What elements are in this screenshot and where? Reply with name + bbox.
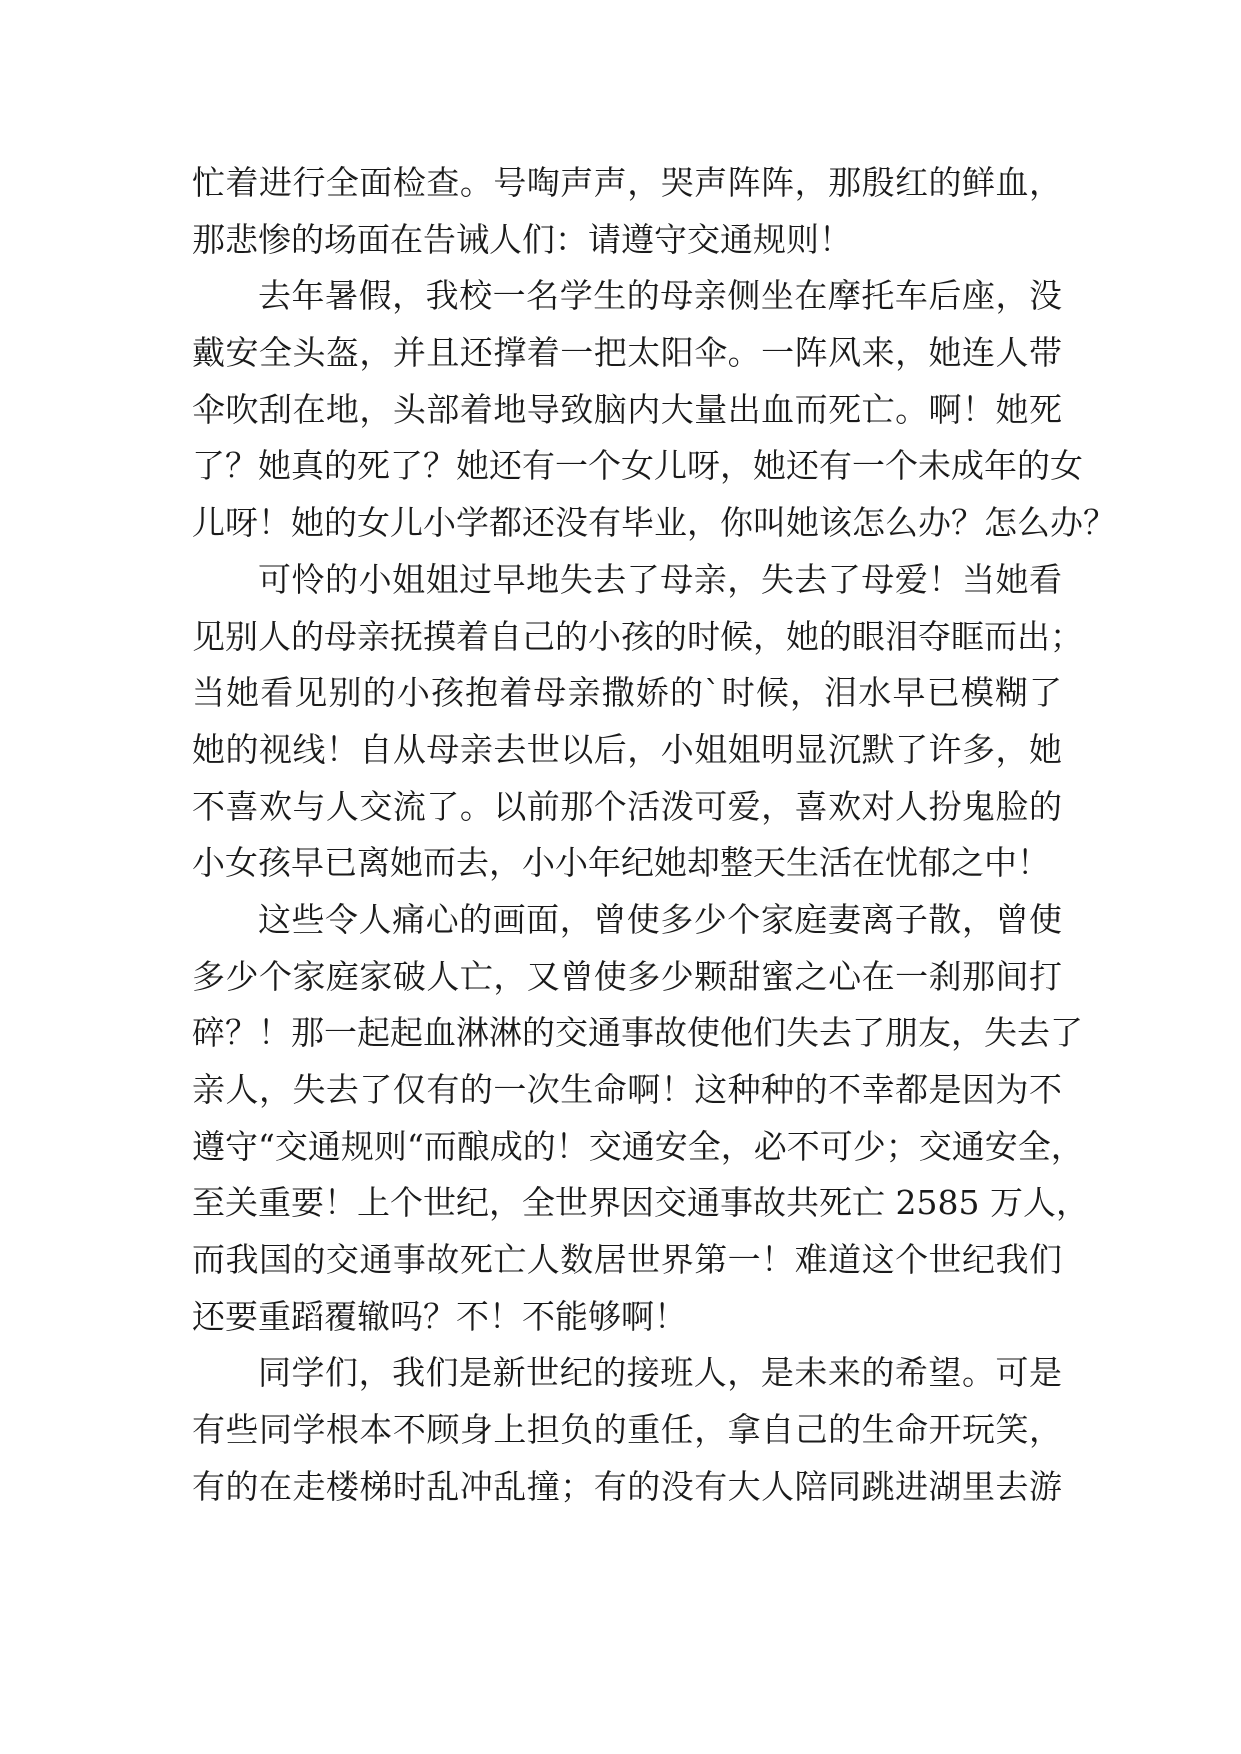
text-line: 伞吹刮在地，头部着地导致脑内大量出血而死亡。啊！她死 <box>192 389 1062 429</box>
text-line: 至关重要！上个世纪，全世界因交通事故共死亡 2585 万人， <box>192 1183 1089 1223</box>
text-line: 有些同学根本不顾身上担负的重任，拿自己的生命开玩笑， <box>192 1410 1062 1450</box>
text-line: 了？她真的死了？她还有一个女儿呀，她还有一个未成年的女 <box>192 446 1083 486</box>
text-line: 当她看见别的小孩抱着母亲撒娇的`时候，泪水早已模糊了 <box>192 673 1062 713</box>
text-line: 她的视线！自从母亲去世以后，小姐姐明显沉默了许多，她 <box>192 729 1062 769</box>
text-line: 小女孩早已离她而去，小小年纪她却整天生活在忧郁之中！ <box>192 843 1050 883</box>
text-line: 亲人，失去了仅有的一次生命啊！这种种的不幸都是因为不 <box>192 1070 1062 1109</box>
text-line: 忙着进行全面检查。号啕声声，哭声阵阵，那殷红的鲜血， <box>192 163 1062 202</box>
text-line: 戴安全头盔，并且还撑着一把太阳伞。一阵风来，她连人带 <box>192 333 1062 373</box>
text-line: 有的在走楼梯时乱冲乱撞；有的没有大人陪同跳进湖里去游 <box>192 1466 1062 1506</box>
text-line: 见别人的母亲抚摸着自己的小孩的时候，她的眼泪夺眶而出； <box>192 616 1083 656</box>
document-body <box>192 155 1116 1516</box>
text-line: 遵守“交通规则“而酿成的！交通安全，必不可少；交通安全， <box>192 1126 1084 1166</box>
paragraph-first-line: 同学们，我们是新世纪的接班人，是未来的希望。可是 <box>258 1353 1062 1393</box>
text-line: 还要重蹈覆辙吗？不！不能够啊！ <box>192 1296 687 1336</box>
text-line: 儿呀！她的女儿小学都还没有毕业，你叫她该怎么办？怎么办？ <box>192 503 1116 543</box>
text-line: 不喜欢与人交流了。以前那个活泼可爱，喜欢对人扮鬼脸的 <box>192 786 1062 826</box>
text-line: 碎？！那一起起血淋淋的交通事故使他们失去了朋友，失去了 <box>192 1013 1083 1053</box>
paragraph-first-line: 可怜的小姐姐过早地失去了母亲，失去了母爱！当她看 <box>258 559 1062 599</box>
paragraph-first-line: 这些令人痛心的画面，曾使多少个家庭妻离子散，曾使 <box>258 899 1062 939</box>
paragraph-first-line: 去年暑假，我校一名学生的母亲侧坐在摩托车后座，没 <box>258 276 1062 316</box>
text-line: 那悲惨的场面在告诫人们：请遵守交通规则！ <box>192 219 852 259</box>
text-line: 多少个家庭家破人亡，又曾使多少颗甜蜜之心在一刹那间打 <box>192 956 1062 996</box>
text-line: 而我国的交通事故死亡人数居世界第一！难道这个世纪我们 <box>192 1240 1062 1280</box>
